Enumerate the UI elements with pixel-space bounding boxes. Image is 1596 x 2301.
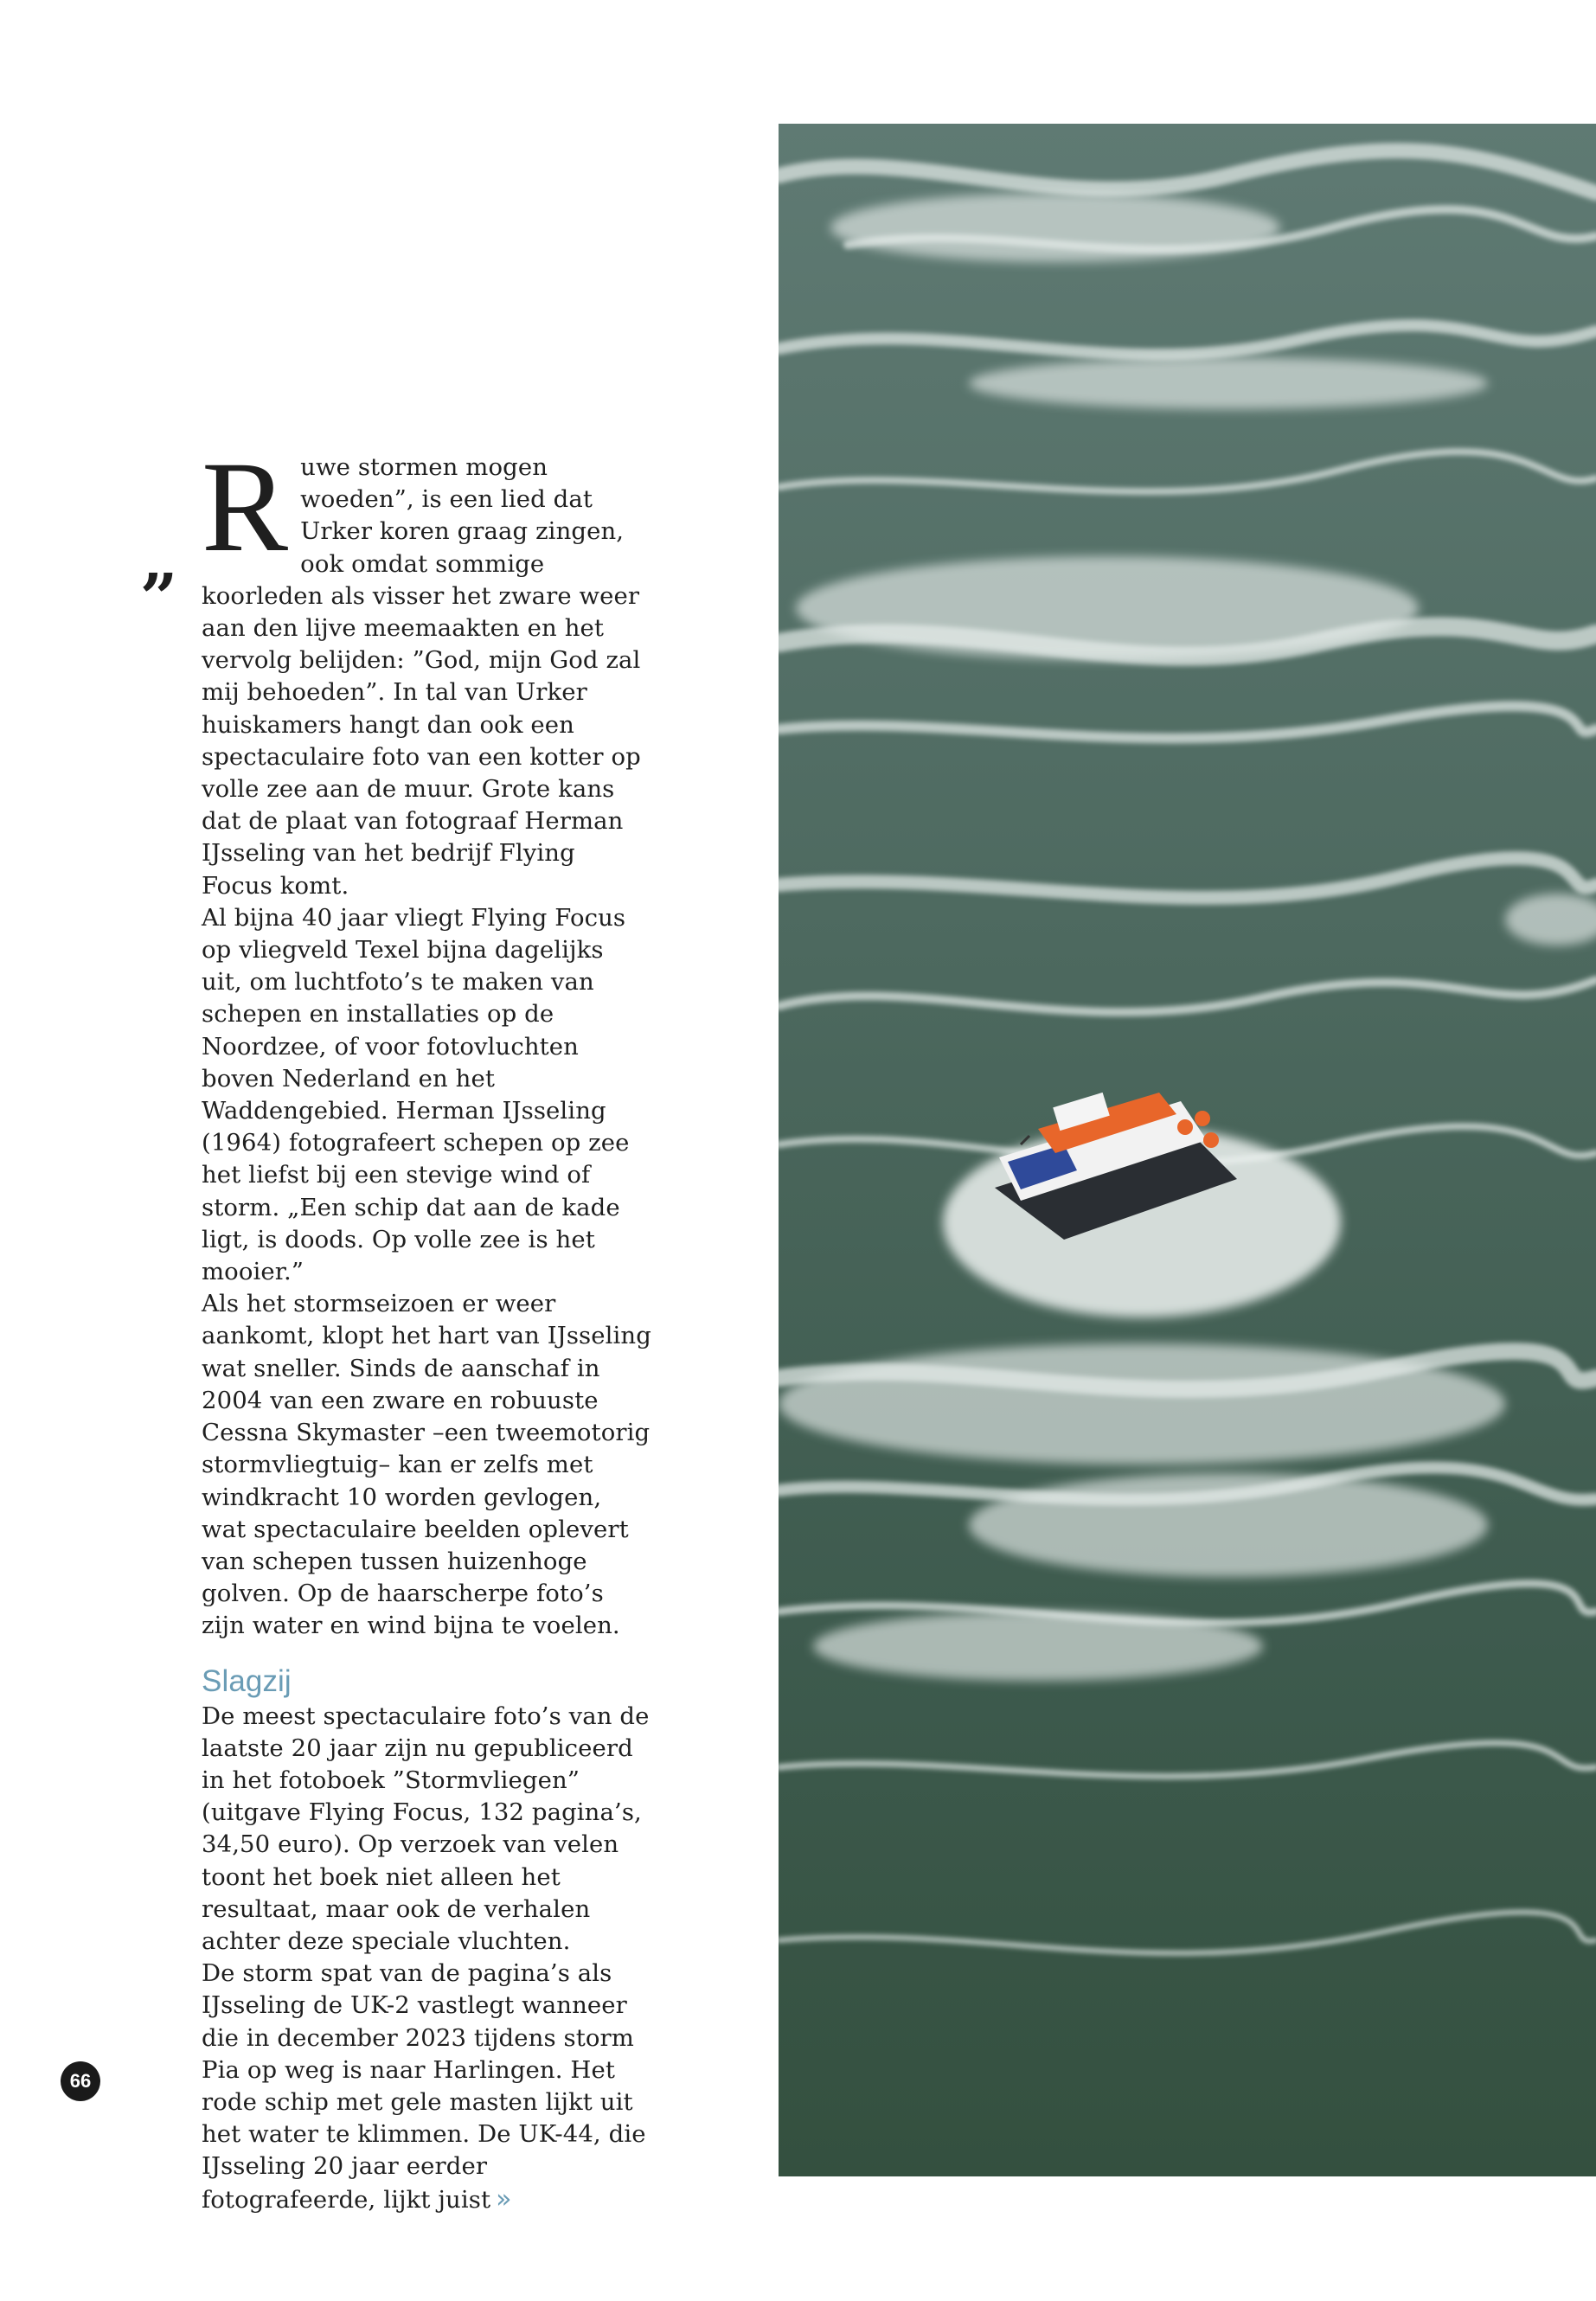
subheading: Slagzij xyxy=(202,1663,292,1698)
continue-arrow-icon: » xyxy=(496,2183,512,2214)
opening-quote-mark: „ xyxy=(141,522,179,599)
page-number-badge: 66 xyxy=(61,2061,100,2101)
paragraph-2: Al bijna 40 jaar vliegt Flying Focus op vliegveld Texel bijna dagelijks uit, om luchtfoto’s te maken van schepen en installaties op de Noordzee, of voor fotovluchten boven Nederland en het Waddengebied. Herman IJsseling (1964) fotografeert schepen op zee het liefst bij een stevige wind of storm. „Een schip dat aan de kade ligt, is doods. Op volle zee is het mooier.” xyxy=(202,903,630,1286)
paragraph-1-text: uwe stormen mogen woeden”, is een lied dat Urker koren graag zingen, ook omdat sommige koorleden als visser het zware weer aan den lijve meemaakten en het vervolg belijden: ”God, mijn God zal mij behoeden”. In tal van Urker huiskamers hangt dan ook een spectaculaire foto van een kotter op volle zee aan de muur. Grote kans dat de plaat van fotograaf Herman IJsseling van het bedrijf Flying Focus komt. xyxy=(202,453,641,900)
paragraph-3: Als het stormseizoen er weer aankomt, klopt het hart van IJsseling wat sneller. Sinds de aanschaf in 2004 van een zware en robuuste Cessna Skymaster –een tweemotorig stormvliegtuig– kan er zelfs met windkracht 10 worden gevlogen, wat spectaculaire beelden oplevert van schepen tussen huizenhoge golven. Op de haarscherpe foto’s zijn water en wind bijna te voelen. xyxy=(202,1290,651,1640)
sea-illustration xyxy=(779,124,1596,2176)
drop-cap: R xyxy=(202,435,289,579)
storm-boat-photo xyxy=(779,124,1596,2176)
paragraph-4: De meest spectaculaire foto’s van de laatste 20 jaar zijn nu gepubliceerd in het fotoboek ”Stormvliegen” (uitgave Flying Focus, 132 pagina’s, 34,50 euro). Op verzoek van velen toont het boek niet alleen het resultaat, maar ook de verhalen achter deze speciale vluchten. xyxy=(202,1702,650,1955)
article-body xyxy=(202,435,651,2216)
paragraph-5-text: De storm spat van de pagina’s als IJsseling de UK-2 vastlegt wanneer die in december 2023 tijdens storm Pia op weg is naar Harlingen. Het rode schip met gele masten lijkt uit het water te klimmen. De UK-44, die IJsseling 20 jaar eerder fotografeerde, lijkt juist xyxy=(202,1959,646,2214)
paragraph-1 xyxy=(202,435,651,902)
paragraph-5 xyxy=(202,1958,651,2216)
